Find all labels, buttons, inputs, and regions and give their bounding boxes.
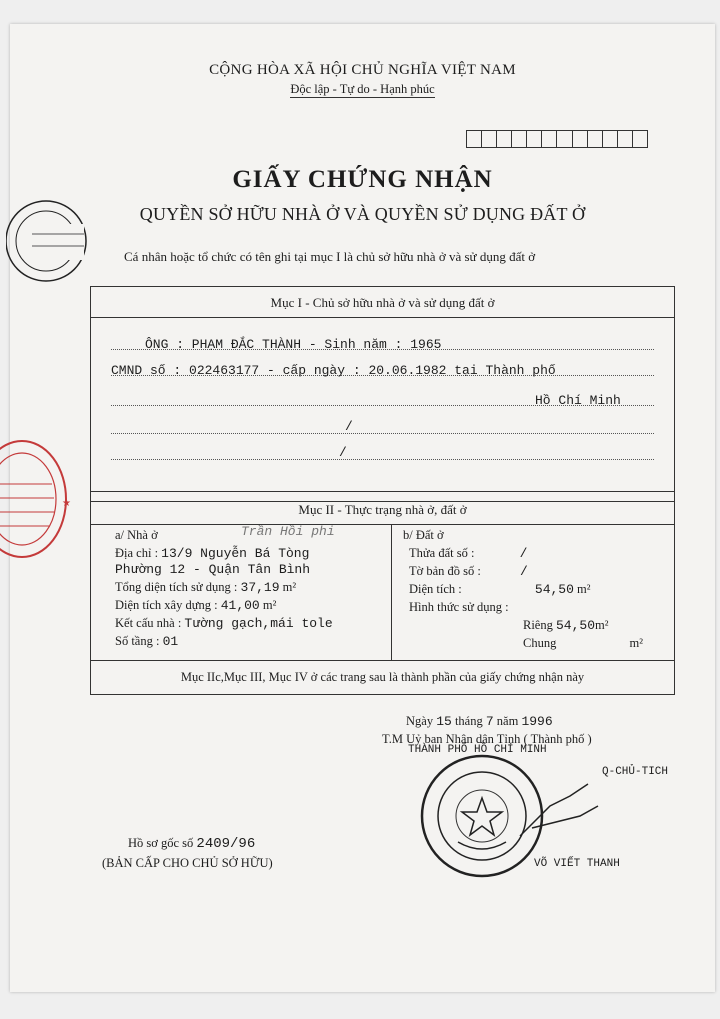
- address-label: Địa chỉ :: [115, 546, 159, 560]
- date-day: 15: [436, 714, 452, 729]
- floor-area-value: 37,19: [240, 580, 280, 595]
- authority-label: T.M Uỷ ban Nhân dân Tỉnh ( Thành phố ): [382, 732, 592, 746]
- private-label: Riêng: [523, 618, 553, 632]
- issue-place: Hồ Chí Minh: [535, 393, 621, 408]
- section-2-box: Mục II - Thực trạng nhà ở, đất ở a/ Nhà ở Trần Hồi phi Địa chỉ : 13/9 Nguyễn Bá Tòng Phường 12 - Quận Tân Bình Tổng diện tích sử dụng : 37,19 m² Diện tích xây dựng : 41,00 m² Kết cấu nhà : Tường gạch,mái tole Số tầng : 01 b/ Đất ở Thửa đất số : / Tờ bản đồ số : / Diện tích : 54,50 m² Hình thức sử dụng : Riêng 54,50m² Chung m² Mục IIc,Mục III, Mục IV ở các trang sau là thành phần của giấy chứng nhận này: [90, 494, 675, 695]
- build-area-value: 41,00: [220, 598, 260, 613]
- address-value: 13/9 Nguyễn Bá Tòng: [161, 546, 310, 561]
- issue-date: Ngày 15 tháng 7 năm 1996: [406, 714, 553, 729]
- floors-label: Số tầng :: [115, 634, 160, 648]
- plot-label: Thửa đất số :: [409, 546, 475, 560]
- record-value: 2409/96: [196, 836, 256, 852]
- house-heading: a/ Nhà ở: [115, 528, 158, 542]
- area-label: Diện tích :: [409, 582, 462, 596]
- red-company-stamp: [0, 436, 84, 562]
- section-1-box: [90, 286, 675, 502]
- ward-value: Phường 12 - Quận Tân Bình: [115, 562, 311, 577]
- structure-label: Kết cấu nhà :: [115, 616, 182, 630]
- section-1-heading: Mục I - Chủ sở hữu nhà ở và sử dụng đất ở: [270, 295, 495, 310]
- serial-number-box: [466, 130, 648, 148]
- id-card-line: CMND số : 022463177 - cấp ngày : 20.06.1982 tại Thành phố: [111, 363, 556, 378]
- motto: Độc lập - Tự do - Hạnh phúc: [290, 82, 435, 96]
- usage-label: Hình thức sử dụng :: [409, 600, 509, 614]
- date-year: 1996: [521, 714, 553, 729]
- document-subtitle: QUYỀN SỞ HỮU NHÀ Ở VÀ QUYỀN SỬ DỤNG ĐẤT Ở: [139, 204, 586, 224]
- land-heading: b/ Đất ở: [403, 528, 444, 542]
- structure-value: Tường gạch,mái tole: [184, 616, 333, 631]
- intro-text: Cá nhân hoặc tổ chức có tên ghi tại mục I là chủ sở hữu nhà ở và sử dụng đất ở: [124, 249, 536, 264]
- floors-value: 01: [162, 634, 179, 649]
- area-value: 54,50: [534, 582, 574, 597]
- map-label: Tờ bản đồ số :: [409, 564, 481, 578]
- section-2-heading: Mục II - Thực trạng nhà ở, đất ở: [298, 502, 467, 517]
- signer-name: VÕ VIẾT THANH: [534, 858, 620, 870]
- nation-heading: CỘNG HÒA XÃ HỘI CHỦ NGHĨA VIỆT NAM: [209, 62, 516, 78]
- blank-slash-2: /: [339, 445, 347, 460]
- handwritten-note: Trần Hồi phi: [241, 524, 335, 539]
- record-label: Hồ sơ gốc số: [128, 836, 194, 850]
- position-stamp: Q-CHỦ-TICH: [602, 766, 669, 778]
- private-value: 54,50: [555, 618, 595, 633]
- certificate-paper: [10, 24, 715, 992]
- date-month: 7: [485, 714, 494, 729]
- footer-note: Mục IIc,Mục III, Mục IV ở các trang sau là thành phần của giấy chứng nhận này: [180, 670, 585, 684]
- copy-note: (BẢN CẤP CHO CHỦ SỞ HỮU): [102, 856, 273, 870]
- signature-scribble: [510, 776, 610, 846]
- floor-area-label: Tổng diện tích sử dụng :: [115, 580, 238, 594]
- build-area-label: Diện tích xây dựng :: [115, 598, 218, 612]
- blank-slash-1: /: [345, 419, 353, 434]
- svg-text:★: ★: [62, 498, 71, 509]
- owner-line: ÔNG : PHẠM ĐẮC THÀNH - Sinh năm : 1965: [145, 337, 442, 352]
- city-stamp-text: THÀNH PHỐ HỒ CHÍ MINH: [408, 744, 547, 756]
- document-title: GIẤY CHỨNG NHẬN: [232, 166, 493, 193]
- common-label: Chung: [523, 636, 557, 650]
